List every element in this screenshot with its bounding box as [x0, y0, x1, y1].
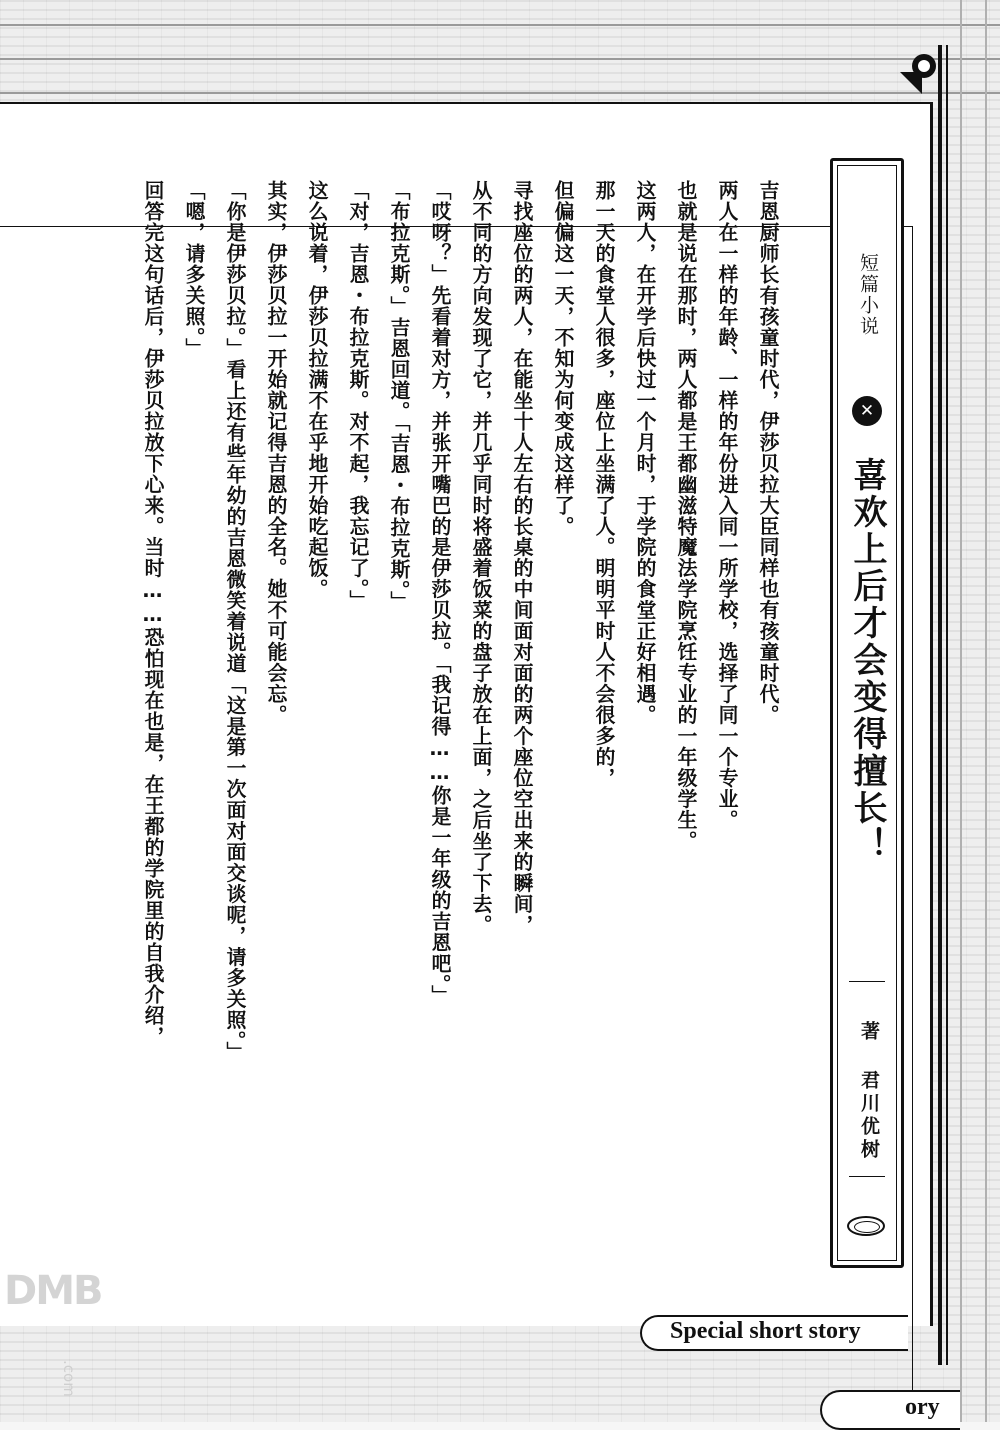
text-column: 寻找座位的两人，在能坐十人左右的长桌的中间面对面的两个座位空出来的瞬间，	[510, 180, 533, 936]
text-column: 吉恩厨师长有孩童时代，伊莎贝拉大臣同样也有孩童时代。	[756, 180, 779, 726]
fork-knife-icon: ✕	[852, 396, 882, 426]
section-tab-secondary-label: ory	[905, 1394, 940, 1420]
plank-seam	[0, 92, 1000, 94]
story-title: 喜欢上后才会变得擅长！	[847, 457, 887, 864]
frame-rail	[938, 45, 942, 1365]
text-column: 从不同的方向发现了它，并几乎同时将盛着饭菜的盘子放在上面，之后坐了下去。	[469, 180, 492, 936]
story-tag: 短篇小说	[857, 253, 879, 337]
divider	[849, 1176, 885, 1177]
text-column: 那一天的食堂人很多，座位上坐满了人。明明平时人不会很多的，	[592, 180, 615, 789]
watermark-logo: DMB	[4, 1268, 102, 1314]
plank-seam	[985, 0, 987, 1422]
text-column: 其实，伊莎贝拉一开始就记得吉恩的全名。她不可能会忘。	[264, 180, 287, 726]
text-column: 回答完这句话后，伊莎贝拉放下心来。当时……恐怕现在也是，在王都的学院里的自我介绍，	[141, 180, 164, 1048]
story-author: 著 君川优树	[858, 1021, 880, 1162]
frame-rail	[946, 45, 948, 1365]
watermark-domain: .com	[60, 1360, 78, 1397]
plank-seam	[0, 58, 1000, 60]
title-banner	[830, 158, 904, 1268]
text-column: 但偏偏这一天，不知为何变成这样了。	[551, 180, 574, 537]
plank-seam	[960, 0, 962, 1422]
plate-icon	[847, 1216, 885, 1236]
divider	[849, 981, 885, 982]
text-column: 「你是伊莎贝拉。」看上还有些年幼的吉恩微笑着说道「这是第一次面对面交谈呢，请多关照。」	[223, 180, 246, 1063]
text-column: 这两人，在开学后快过一个月时，于学院的食堂正好相遇。	[633, 180, 656, 726]
text-column: 「布拉克斯。」吉恩回道。「吉恩・布拉克斯。」	[387, 180, 410, 613]
text-column: 「哎呀？」先看着对方，并张开嘴巴的是伊莎贝拉。「我记得……你是一年级的吉恩吧。」	[428, 180, 451, 1007]
corner-triangle-icon	[900, 72, 922, 94]
text-column: 两人在一样的年龄、一样的年份进入同一所学校，选择了同一个专业。	[715, 180, 738, 831]
section-tab-label: Special short story	[670, 1318, 861, 1344]
text-column: 「嗯，请多关照。」	[182, 180, 205, 360]
text-column: 也就是说在那时，两人都是王都幽滋特魔法学院烹饪专业的一年级学生。	[674, 180, 697, 852]
text-column: 「对，吉恩・布拉克斯。对不起，我忘记了。」	[346, 180, 369, 611]
text-column: 这么说着，伊莎贝拉满不在乎地开始吃起饭。	[305, 180, 328, 600]
plank-seam	[0, 24, 1000, 26]
